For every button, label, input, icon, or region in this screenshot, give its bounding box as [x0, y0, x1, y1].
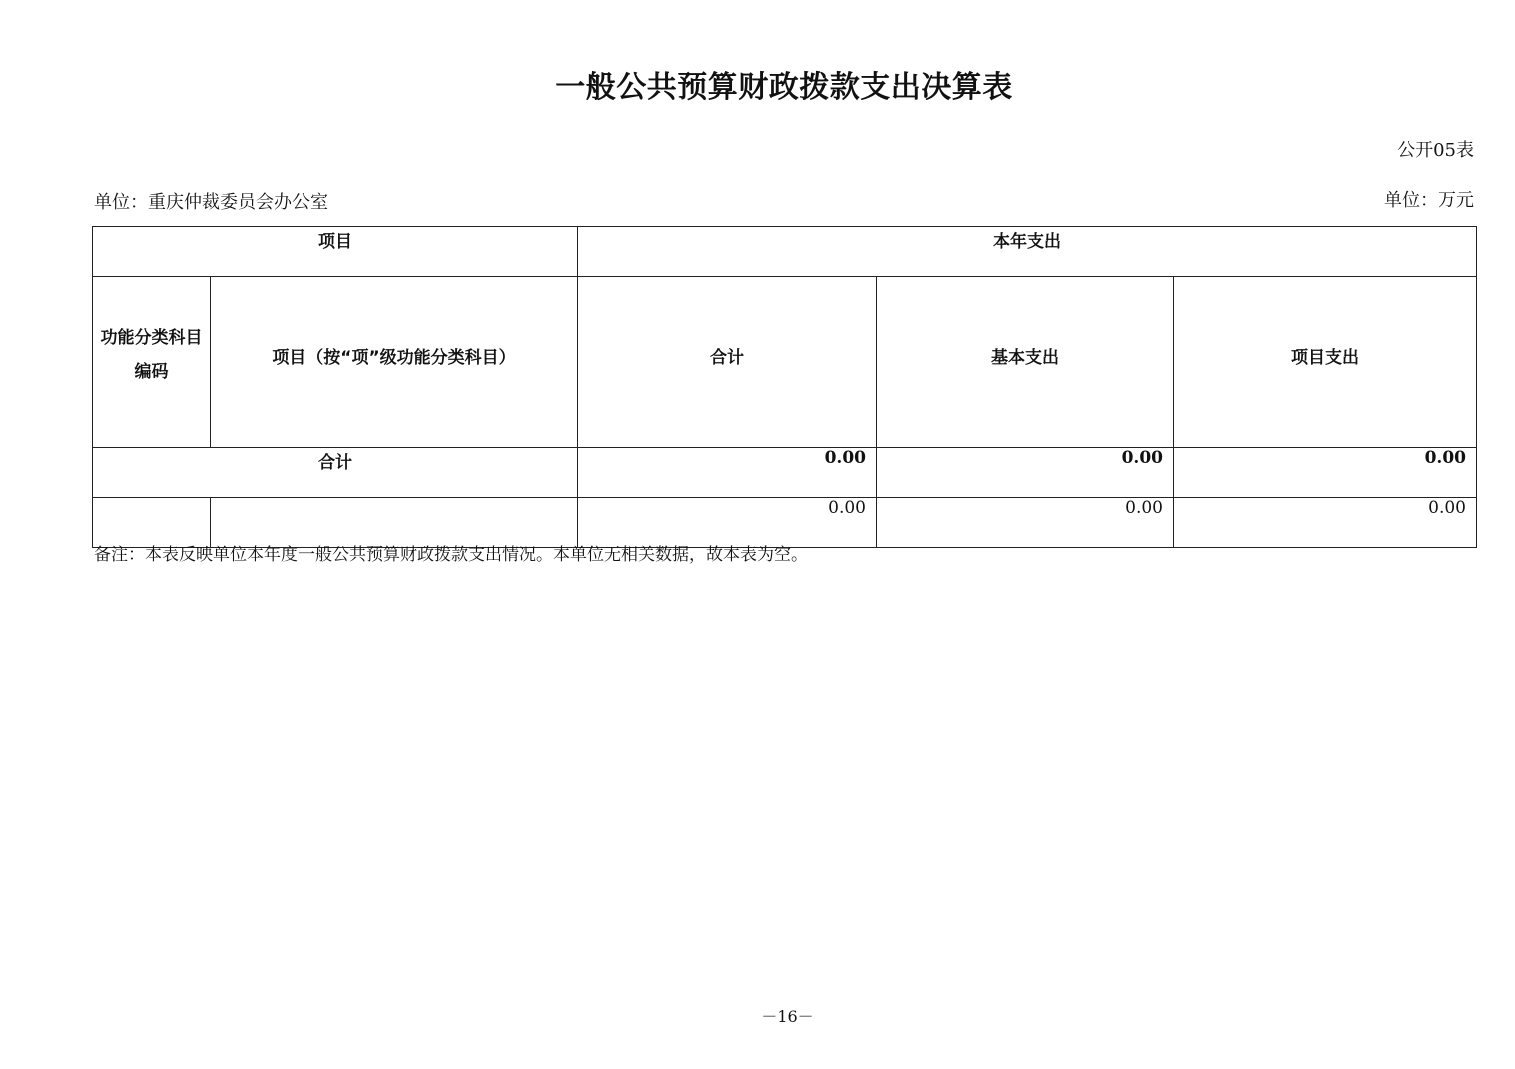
header-code [93, 277, 211, 448]
header-current-year-expense: 本年支出 [578, 227, 1477, 277]
row-basic-value: 0.00 [877, 498, 1174, 548]
total-basic-value: 0.00 [877, 448, 1174, 498]
total-project-value: 0.00 [1174, 448, 1477, 498]
page-number: －16－ [761, 1007, 814, 1026]
total-total-value: 0.00 [578, 448, 877, 498]
header-basic-expense: 基本支出 [877, 277, 1174, 448]
header-code-line1: 功能分类科目 [100, 328, 203, 348]
total-label: 合计 [93, 448, 578, 498]
page-title: 一般公共预算财政拨款支出决算表 [555, 70, 1013, 105]
unit-organization: 单位：重庆仲裁委员会办公室 [94, 192, 328, 213]
header-code-line2: 编码 [134, 362, 169, 382]
expense-table [92, 226, 1477, 548]
header-project-expense: 项目支出 [1174, 277, 1477, 448]
row-total-value: 0.00 [578, 498, 877, 548]
header-row-1 [93, 227, 1477, 277]
unit-currency: 单位：万元 [1384, 190, 1474, 211]
row-project-value: 0.00 [1174, 498, 1477, 548]
table-number: 公开05表 [1397, 140, 1474, 161]
header-row-2 [93, 277, 1477, 448]
header-item-name: 项目（按“项”级功能分类科目） [211, 277, 578, 448]
header-item: 项目 [93, 227, 578, 277]
table-note: 备注：本表反映单位本年度一般公共预算财政拨款支出情况。本单位无相关数据，故本表为空。 [94, 545, 808, 565]
total-row [93, 448, 1477, 498]
header-total: 合计 [578, 277, 877, 448]
